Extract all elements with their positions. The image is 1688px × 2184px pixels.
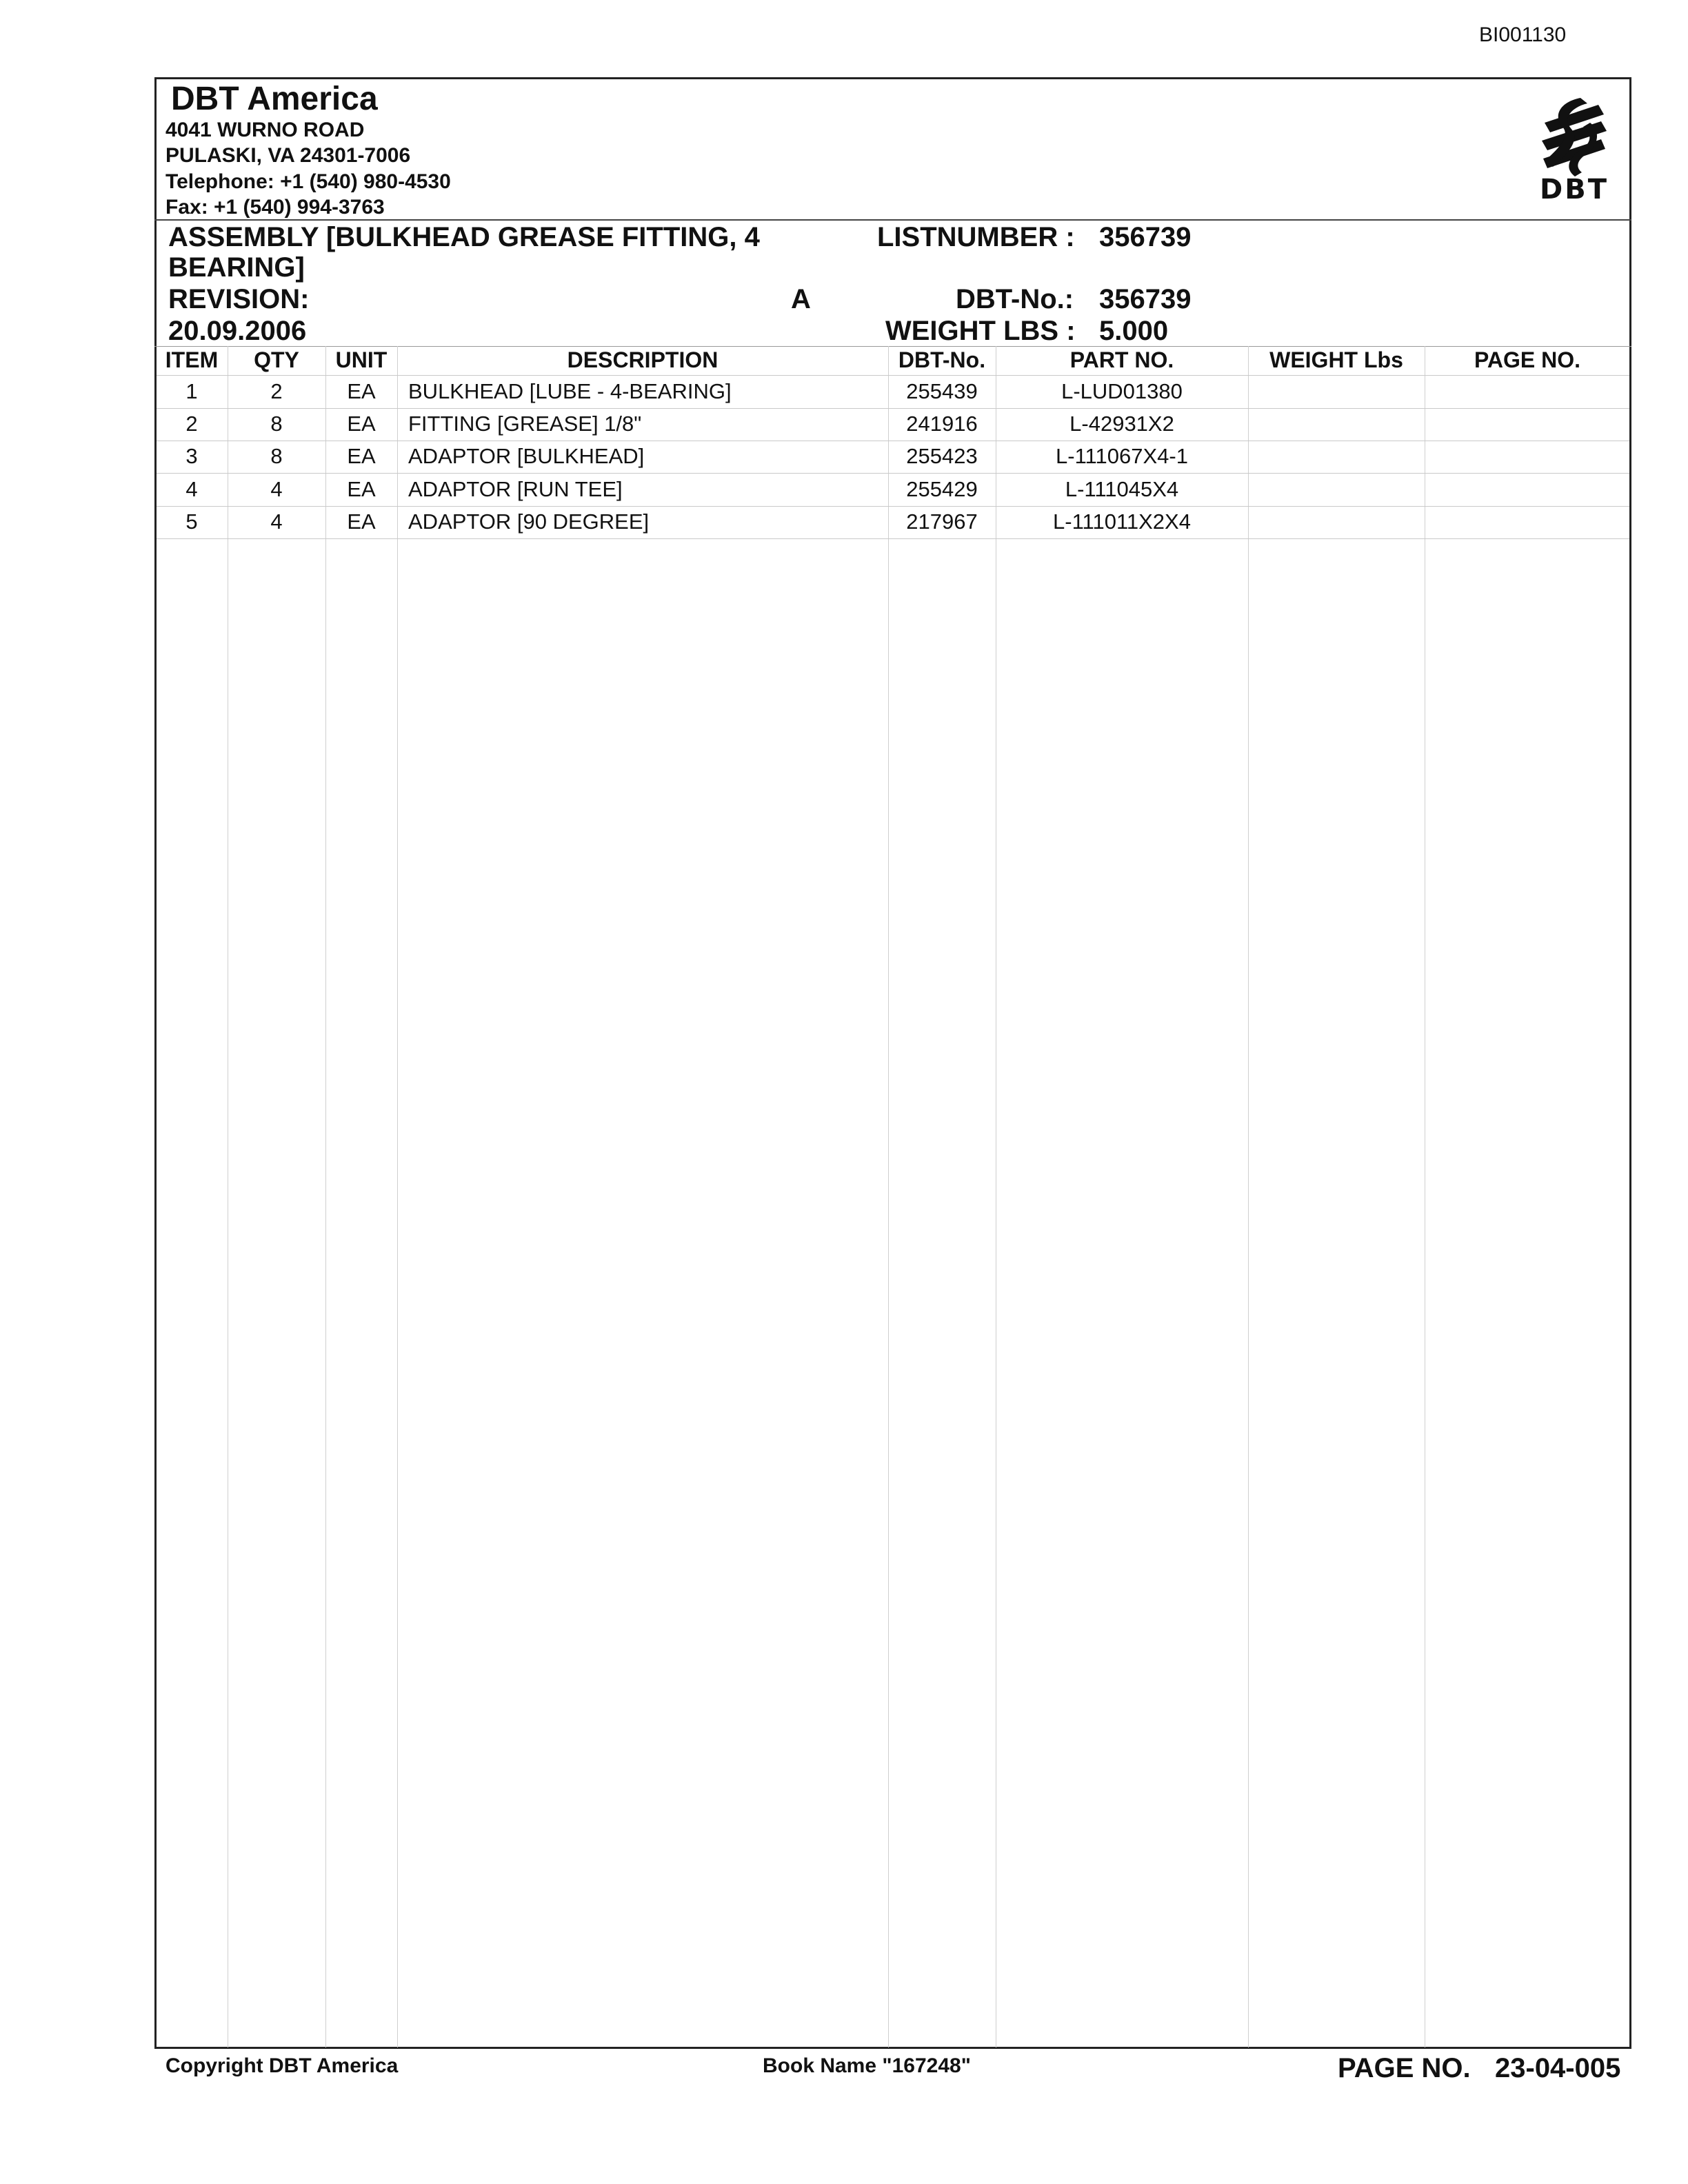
cell-part-no: L-111011X2X4 — [1053, 509, 1191, 534]
col-divider — [325, 346, 326, 2048]
row-divider — [157, 538, 1629, 539]
column-header-qty: QTY — [254, 347, 299, 372]
company-fax: Fax: +1 (540) 994-3763 — [165, 196, 385, 219]
col-divider — [888, 346, 889, 2048]
cell-dbt-no: 255439 — [906, 379, 978, 403]
cell-item: 2 — [185, 412, 198, 436]
cell-qty: 2 — [270, 379, 283, 403]
cell-unit: EA — [347, 477, 376, 501]
dbt-logo — [1532, 95, 1616, 204]
row-divider — [157, 473, 1629, 474]
cell-dbt-no: 241916 — [906, 412, 978, 436]
table-header-top-line — [154, 346, 1631, 347]
cell-item: 1 — [185, 379, 198, 403]
cell-part-no: L-111045X4 — [1065, 477, 1179, 501]
header-divider — [154, 219, 1631, 221]
listnumber-label: LISTNUMBER : — [877, 222, 1075, 252]
cell-item: 5 — [185, 509, 198, 534]
listnumber-value: 356739 — [1099, 222, 1192, 252]
dbtno-value: 356739 — [1099, 284, 1192, 314]
cell-item: 4 — [185, 477, 198, 501]
cell-qty: 8 — [270, 444, 283, 468]
document-id: BI001130 — [1479, 23, 1567, 46]
cell-dbt-no: 255423 — [906, 444, 978, 468]
row-divider — [157, 408, 1629, 409]
cell-description: ADAPTOR [90 DEGREE] — [408, 509, 650, 534]
column-header-weight: WEIGHT Lbs — [1269, 347, 1403, 372]
column-header-page-no: PAGE NO. — [1474, 347, 1581, 372]
dbtno-label: DBT-No.: — [956, 284, 1074, 314]
column-header-description: DESCRIPTION — [567, 347, 719, 372]
cell-description: ADAPTOR [RUN TEE] — [408, 477, 623, 501]
cell-part-no: L-42931X2 — [1069, 412, 1174, 436]
cell-qty: 4 — [270, 509, 283, 534]
cell-qty: 8 — [270, 412, 283, 436]
footer-copyright: Copyright DBT America — [165, 2054, 399, 2077]
col-divider — [1248, 346, 1249, 2048]
assembly-title-line2: BEARING] — [168, 252, 305, 283]
col-divider — [397, 346, 398, 2048]
footer-book-name: Book Name "167248" — [763, 2054, 971, 2077]
cell-unit: EA — [347, 412, 376, 436]
company-name: DBT America — [171, 81, 378, 117]
row-divider — [157, 375, 1629, 376]
revision-value: A — [791, 284, 811, 314]
dbt-logo-text: DBT — [1540, 174, 1609, 204]
footer-page-value: 23-04-005 — [1495, 2053, 1621, 2083]
footer-page-label: PAGE NO. — [1338, 2053, 1471, 2083]
page-frame — [154, 77, 1631, 2049]
cell-dbt-no: 217967 — [906, 509, 978, 534]
column-header-unit: UNIT — [335, 347, 388, 372]
cell-dbt-no: 255429 — [906, 477, 978, 501]
cell-item: 3 — [185, 444, 198, 468]
cell-description: ADAPTOR [BULKHEAD] — [408, 444, 645, 468]
cell-part-no: L-111067X4-1 — [1056, 444, 1188, 468]
cell-unit: EA — [347, 379, 376, 403]
column-header-part-no: PART NO. — [1069, 347, 1174, 372]
weight-value: 5.000 — [1099, 316, 1169, 346]
company-telephone: Telephone: +1 (540) 980-4530 — [165, 170, 451, 193]
weight-label: WEIGHT LBS : — [885, 316, 1076, 346]
dbt-logo-icon — [1532, 95, 1616, 204]
cell-description: FITTING [GREASE] 1/8" — [408, 412, 642, 436]
cell-part-no: L-LUD01380 — [1061, 379, 1183, 403]
company-address-line2: PULASKI, VA 24301-7006 — [165, 144, 411, 167]
row-divider — [157, 506, 1629, 507]
cell-unit: EA — [347, 444, 376, 468]
cell-unit: EA — [347, 509, 376, 534]
company-address-line1: 4041 WURNO ROAD — [165, 119, 365, 141]
cell-qty: 4 — [270, 477, 283, 501]
assembly-date: 20.09.2006 — [168, 316, 307, 346]
column-header-dbt-no: DBT-No. — [898, 347, 986, 372]
revision-label: REVISION: — [168, 284, 310, 314]
assembly-title-line1: ASSEMBLY [BULKHEAD GREASE FITTING, 4 — [168, 222, 760, 252]
cell-description: BULKHEAD [LUBE - 4-BEARING] — [408, 379, 732, 403]
column-header-item: ITEM — [165, 347, 219, 372]
